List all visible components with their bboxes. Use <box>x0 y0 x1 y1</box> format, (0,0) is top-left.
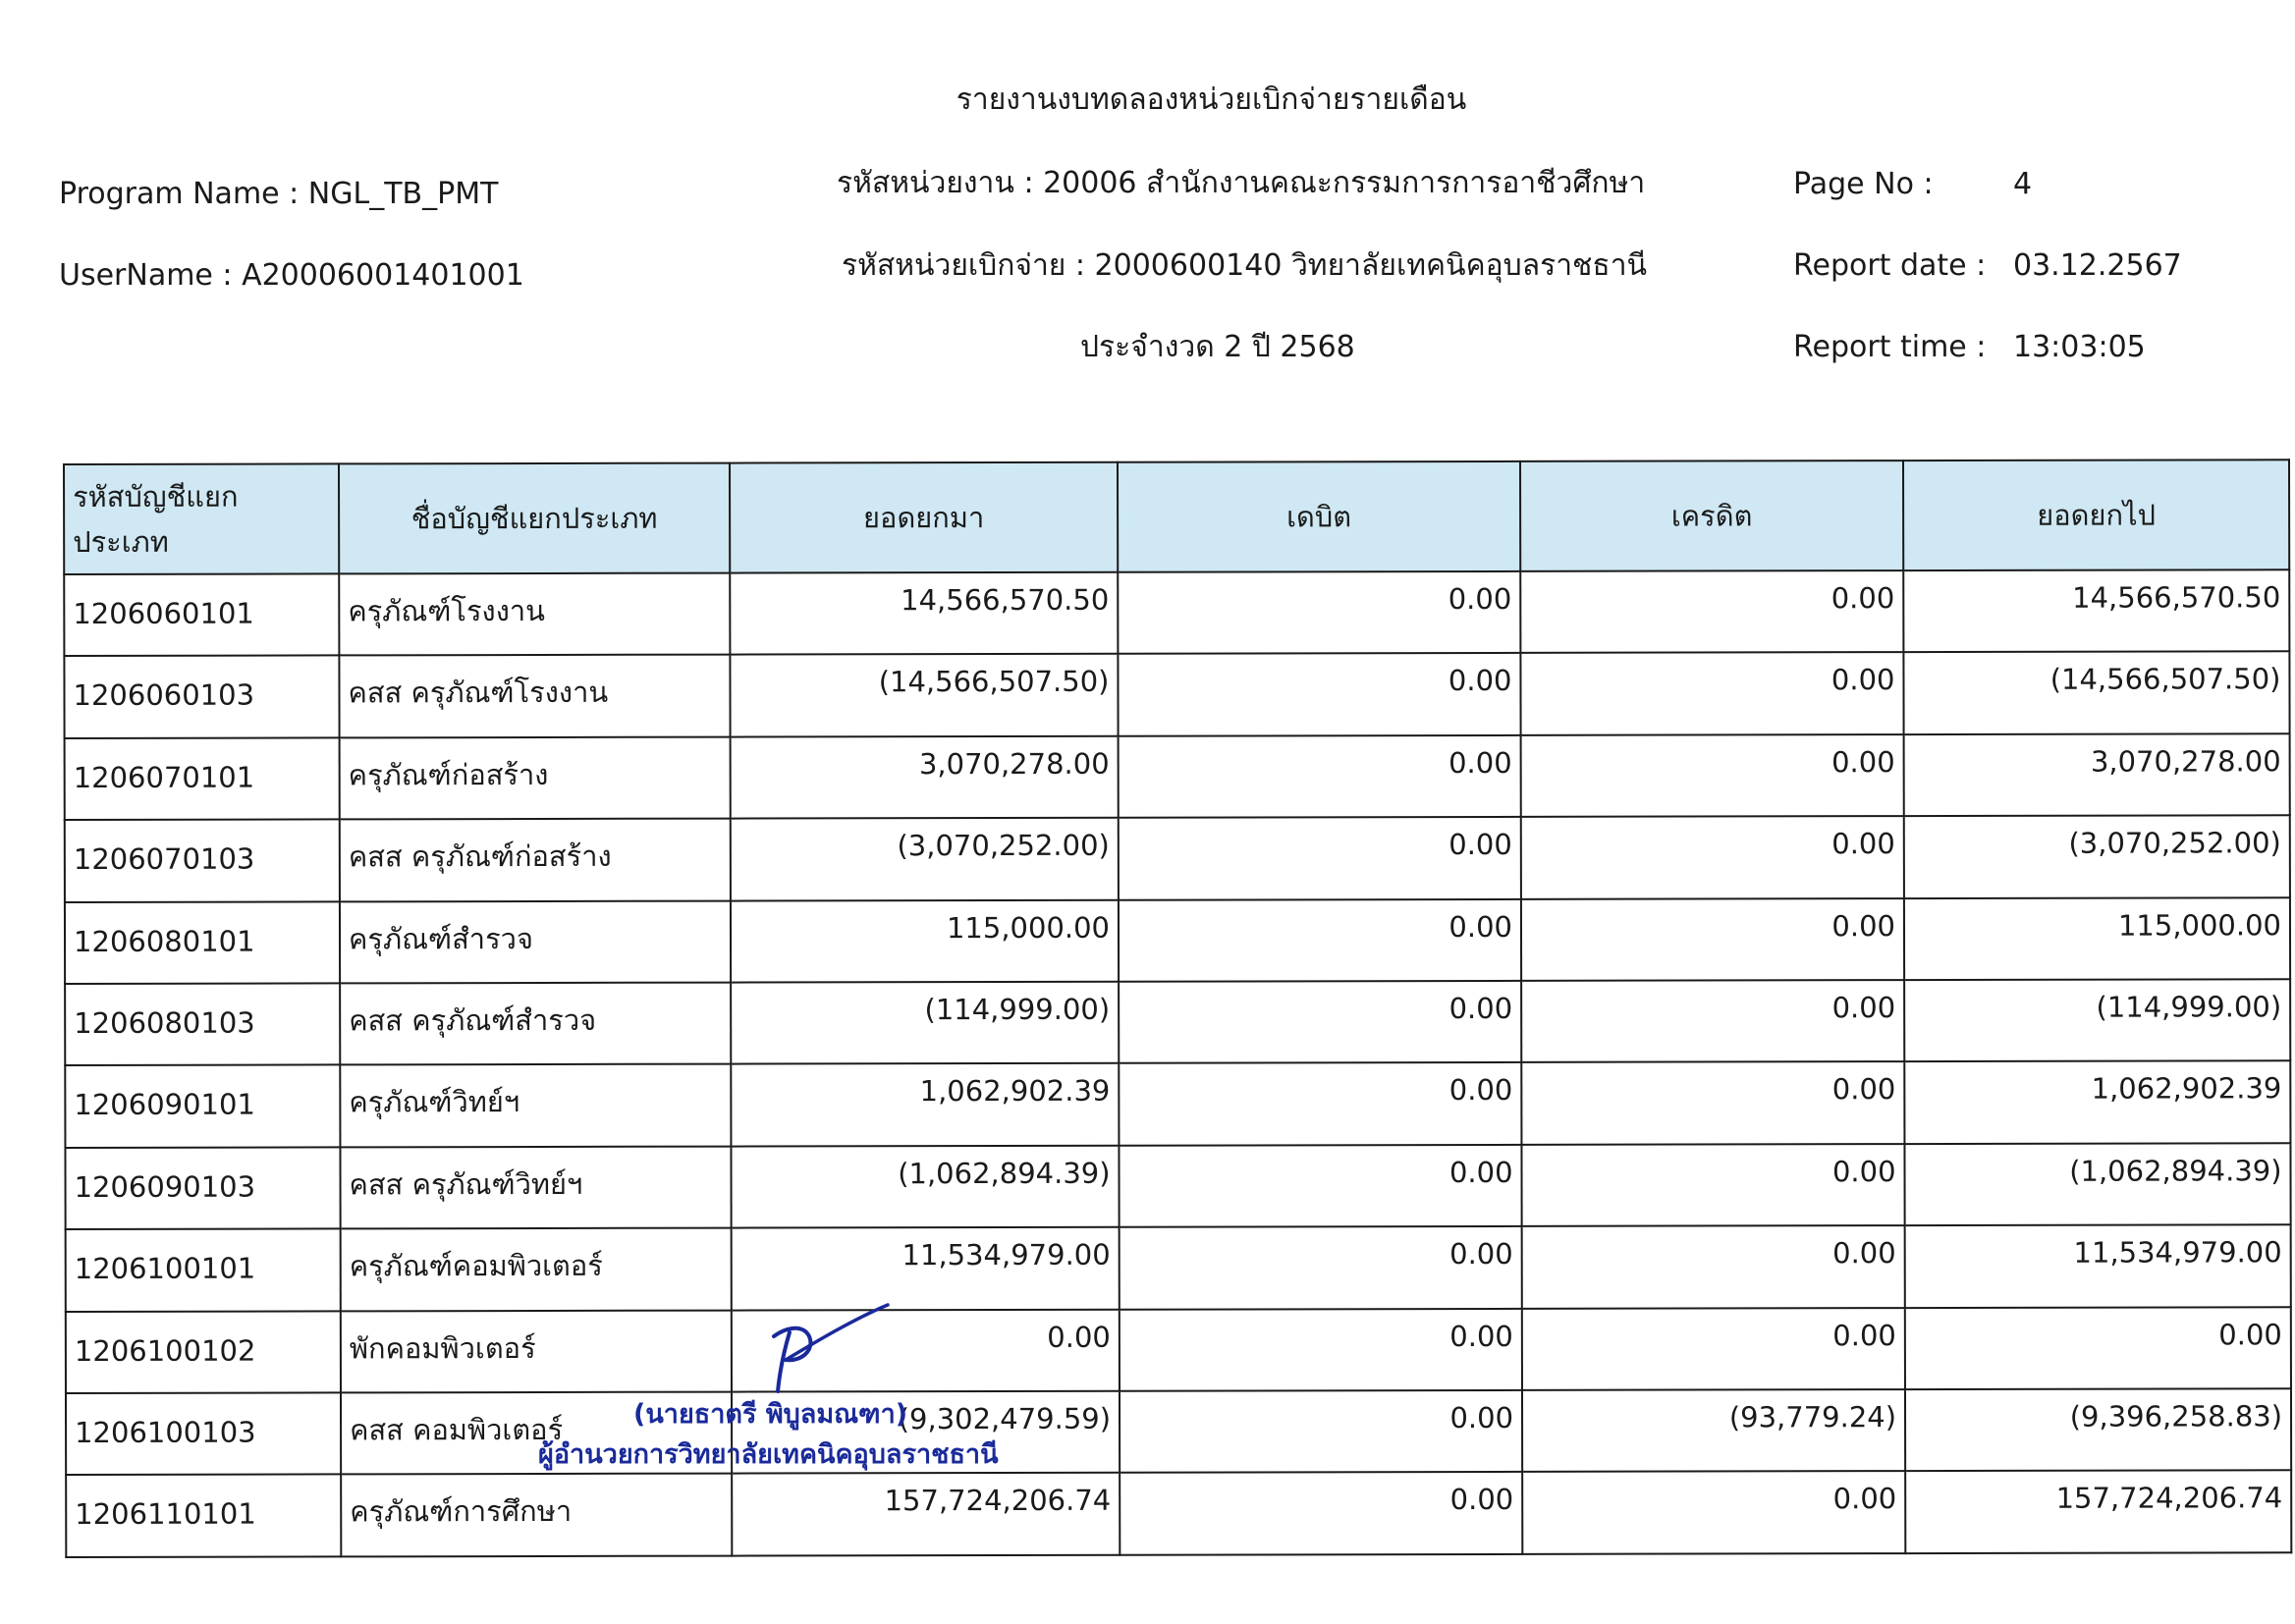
column-header-opening-balance: ยอดยกมา <box>730 462 1118 573</box>
table-row <box>65 979 2290 1065</box>
closing-balance-cell: (1,062,894.39) <box>1904 1143 2290 1225</box>
credit-cell: 0.00 <box>1520 652 1903 734</box>
closing-balance-cell: 0.00 <box>1905 1307 2291 1389</box>
account-code-cell: 1206080103 <box>65 983 340 1065</box>
debit-cell: 0.00 <box>1120 1226 1522 1309</box>
debit-cell: 0.00 <box>1120 1308 1522 1390</box>
closing-balance-cell: (114,999.00) <box>1904 979 2290 1061</box>
opening-balance-cell: (3,070,252.00) <box>731 818 1119 900</box>
credit-cell: 0.00 <box>1521 816 1904 898</box>
opening-balance-cell: 14,566,570.50 <box>730 572 1118 655</box>
account-code-cell: 1206070101 <box>65 737 340 820</box>
table-row <box>64 652 2289 738</box>
closing-balance-cell: (3,070,252.00) <box>1904 815 2290 897</box>
account-code-cell: 1206060103 <box>64 656 339 738</box>
trial-balance-table <box>63 459 2292 1557</box>
account-code-cell: 1206100102 <box>66 1311 341 1393</box>
account-name-cell: คสส คอมพิวเตอร์ <box>341 1391 732 1474</box>
closing-balance-cell: 157,724,206.74 <box>1905 1471 2291 1553</box>
opening-balance-cell: (114,999.00) <box>731 982 1119 1064</box>
account-name-cell: ครุภัณฑ์สำรวจ <box>340 900 731 983</box>
closing-balance-cell: 3,070,278.00 <box>1904 733 2290 816</box>
debit-cell: 0.00 <box>1120 1390 1522 1473</box>
table-row <box>66 1471 2291 1557</box>
debit-cell: 0.00 <box>1118 653 1520 735</box>
account-name-cell: ครุภัณฑ์คอมพิวเตอร์ <box>341 1228 732 1311</box>
account-code-cell: 1206070103 <box>65 820 340 902</box>
opening-balance-cell: 0.00 <box>732 1309 1120 1391</box>
credit-cell: 0.00 <box>1521 734 1904 817</box>
disbursement-unit-line: รหัสหน่วยเบิกจ่าย : 2000600140 วิทยาลัยเทคนิคอุบลราชธานี <box>842 248 1648 283</box>
agency-line: รหัสหน่วยงาน : 20006 สำนักงานคณะกรรมการการอาชีวศึกษา <box>837 166 1646 200</box>
table-row <box>66 1388 2291 1475</box>
credit-cell: 0.00 <box>1520 570 1903 653</box>
page-number-value: 4 <box>2013 167 2033 201</box>
account-code-cell: 1206090103 <box>65 1147 340 1229</box>
table-row <box>65 815 2290 901</box>
table-row <box>65 733 2290 820</box>
column-header-closing-balance: ยอดยกไป <box>1903 460 2289 570</box>
closing-balance-cell: (9,396,258.83) <box>1905 1388 2291 1471</box>
account-name-cell: ครุภัณฑ์โรงงาน <box>339 573 730 656</box>
account-name-cell: ครุภัณฑ์การศึกษา <box>341 1474 732 1556</box>
opening-balance-cell: (14,566,507.50) <box>730 654 1118 736</box>
column-header-account-code: รหัสบัญชีแยกประเภท <box>64 463 339 574</box>
opening-balance-cell: 11,534,979.00 <box>732 1227 1120 1310</box>
report-time-value: 13:03:05 <box>2013 330 2146 364</box>
credit-cell: 0.00 <box>1521 1061 1904 1144</box>
credit-cell: 0.00 <box>1522 1308 1905 1390</box>
credit-cell: 0.00 <box>1522 1225 1905 1308</box>
opening-balance-cell: (9,302,479.59) <box>732 1391 1120 1474</box>
debit-cell: 0.00 <box>1119 735 1521 818</box>
report-date-value: 03.12.2567 <box>2013 248 2182 283</box>
signer-title: ผู้อำนวยการวิทยาลัยเทคนิคอุบลราชธานี <box>538 1439 999 1470</box>
credit-cell: 0.00 <box>1521 898 1904 981</box>
closing-balance-cell: (14,566,507.50) <box>1903 652 2289 734</box>
table-row <box>64 569 2289 656</box>
account-code-cell: 1206110101 <box>66 1475 341 1557</box>
signature <box>766 1303 894 1401</box>
credit-cell: 0.00 <box>1522 1471 1905 1553</box>
debit-cell: 0.00 <box>1120 1472 1522 1554</box>
account-name-cell: คสส ครุภัณฑ์วิทย์ฯ <box>340 1146 731 1228</box>
account-name-cell: ครุภัณฑ์ก่อสร้าง <box>340 736 731 819</box>
credit-cell: (93,779.24) <box>1522 1389 1905 1472</box>
credit-cell: 0.00 <box>1521 980 1904 1062</box>
account-code-cell: 1206090101 <box>65 1065 340 1148</box>
account-name-cell: คสส ครุภัณฑ์ก่อสร้าง <box>340 819 731 901</box>
signer-name: (นายธาตรี พิบูลมณฑา) <box>633 1399 908 1430</box>
closing-balance-cell: 14,566,570.50 <box>1903 569 2289 652</box>
account-name-cell: คสส ครุภัณฑ์สำรวจ <box>340 983 731 1065</box>
closing-balance-cell: 11,534,979.00 <box>1905 1224 2291 1307</box>
table-row <box>66 1224 2291 1311</box>
program-name: Program Name : NGL_TB_PMT <box>59 177 499 211</box>
account-code-cell: 1206080101 <box>65 901 340 984</box>
debit-cell: 0.00 <box>1119 898 1521 981</box>
closing-balance-cell: 1,062,902.39 <box>1904 1061 2290 1144</box>
table-row <box>65 1143 2290 1229</box>
table-header-row <box>64 460 2289 574</box>
account-name-cell: พักคอมพิวเตอร์ <box>341 1310 732 1392</box>
column-header-credit: เครดิต <box>1520 460 1903 571</box>
opening-balance-cell: (1,062,894.39) <box>731 1145 1119 1227</box>
account-code-cell: 1206100101 <box>66 1229 341 1312</box>
opening-balance-cell: 157,724,206.74 <box>732 1473 1120 1555</box>
period-line: ประจำงวด 2 ปี 2568 <box>1080 330 1355 364</box>
report-time-label: Report time : <box>1793 330 1987 364</box>
table-row <box>66 1307 2291 1393</box>
debit-cell: 0.00 <box>1119 817 1521 899</box>
account-name-cell: คสส ครุภัณฑ์โรงงาน <box>339 655 730 737</box>
account-code-cell: 1206100103 <box>66 1392 341 1475</box>
opening-balance-cell: 3,070,278.00 <box>731 736 1119 819</box>
opening-balance-cell: 1,062,902.39 <box>731 1063 1119 1146</box>
table-row <box>65 897 2290 984</box>
username: UserName : A20006001401001 <box>59 258 524 293</box>
closing-balance-cell: 115,000.00 <box>1904 897 2290 980</box>
account-name-cell: ครุภัณฑ์วิทย์ฯ <box>340 1064 731 1147</box>
debit-cell: 0.00 <box>1119 1145 1521 1227</box>
report-title: รายงานงบทดลองหน่วยเบิกจ่ายรายเดือน <box>956 82 1467 117</box>
account-code-cell: 1206060101 <box>64 573 339 656</box>
table-row <box>65 1061 2290 1148</box>
debit-cell: 0.00 <box>1119 1062 1521 1145</box>
debit-cell: 0.00 <box>1118 571 1520 654</box>
page-number-label: Page No : <box>1793 167 1934 201</box>
opening-balance-cell: 115,000.00 <box>731 899 1119 982</box>
credit-cell: 0.00 <box>1521 1144 1904 1226</box>
column-header-account-name: ชื่อบัญชีแยกประเภท <box>339 463 730 574</box>
report-date-label: Report date : <box>1793 248 1987 283</box>
debit-cell: 0.00 <box>1119 981 1521 1063</box>
column-header-debit: เดบิต <box>1118 461 1520 572</box>
